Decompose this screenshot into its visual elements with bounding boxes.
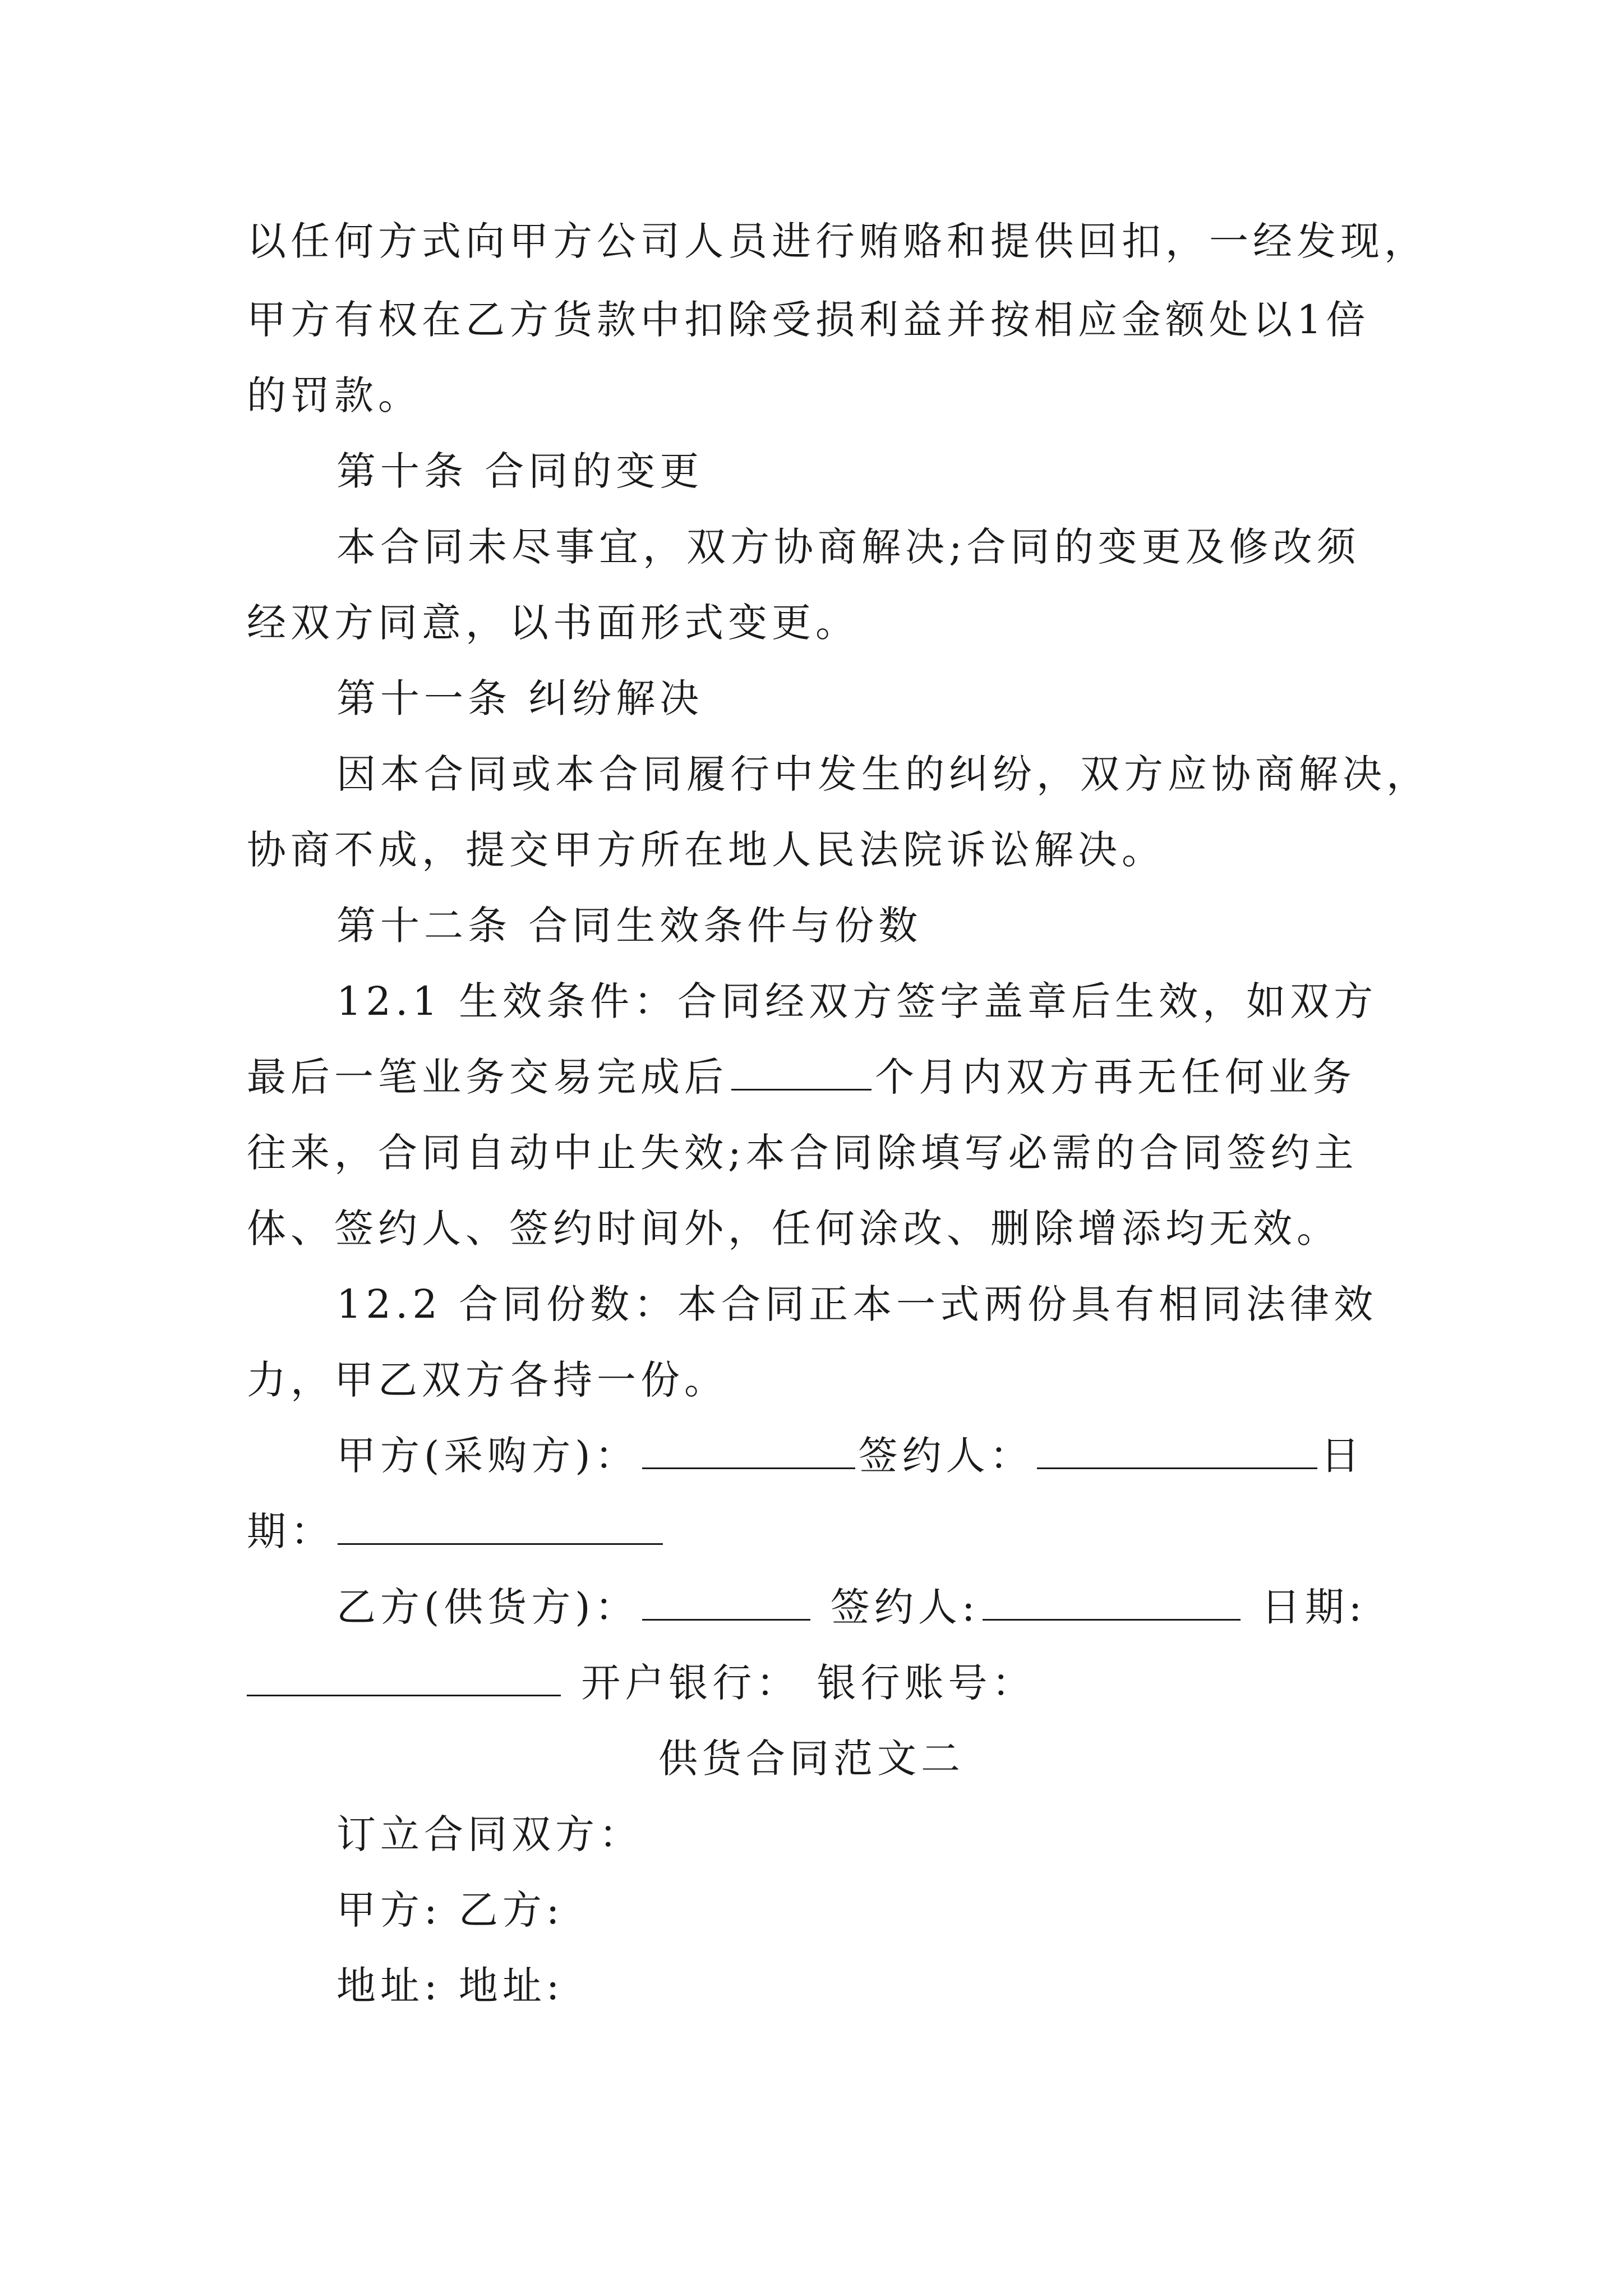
second-contract-title: 供货合同范文二 <box>658 1736 965 1782</box>
party-a-signer-label: 签约人： <box>858 1433 1034 1479</box>
party-a-date-line <box>247 1503 1424 1559</box>
party-a-date-label-part2: 期： <box>247 1508 334 1554</box>
party-b-blank-field[interactable] <box>642 1584 810 1621</box>
paragraph-line: 订立合同双方： <box>336 1811 643 1857</box>
party-b-signature-line <box>336 1579 1514 1635</box>
paragraph-line: 本合同未尽事宜，双方协商解决;合同的变更及修改须 <box>336 524 1361 570</box>
paragraph-line: 力，甲乙双方各持一份。 <box>247 1357 728 1403</box>
paragraph-line: 地址: 地址: <box>336 1963 564 2009</box>
line-suffix: 个月内双方再无任何业务 <box>875 1054 1356 1100</box>
paragraph-line: 协商不成，提交甲方所在地人民法院诉讼解决。 <box>247 827 1165 873</box>
bank-label: 开户银行： <box>581 1660 800 1706</box>
party-b-date-blank-field[interactable] <box>247 1660 561 1696</box>
party-b-date-label: 日期: <box>1261 1584 1367 1630</box>
paragraph-line: 12.1 生效条件：合同经双方签字盖章后生效，如双方 <box>336 978 1378 1024</box>
paragraph-line: 体、签约人、签约时间外，任何涂改、删除增添均无效。 <box>247 1205 1340 1251</box>
party-a-date-blank-field[interactable] <box>338 1508 663 1545</box>
section-heading: 第十一条 纠纷解决 <box>336 675 704 721</box>
paragraph-line: 甲方: 乙方: <box>336 1887 564 1933</box>
months-blank-field[interactable] <box>731 1054 872 1091</box>
paragraph-line: 以任何方式向甲方公司人员进行贿赂和提供回扣，一经发现， <box>247 218 1428 264</box>
section-heading: 第十二条 合同生效条件与份数 <box>336 903 923 949</box>
paragraph-line: 因本合同或本合同履行中发生的纠纷，双方应协商解决， <box>336 751 1430 797</box>
paragraph-line: 往来，合同自动中止失效;本合同除填写必需的合同签约主 <box>247 1130 1358 1176</box>
paragraph-line: 甲方有权在乙方货款中扣除受损利益并按相应金额处以1倍 <box>247 297 1370 343</box>
paragraph-line <box>247 1049 1424 1105</box>
party-a-blank-field[interactable] <box>642 1433 855 1469</box>
paragraph-line: 12.2 合同份数：本合同正本一式两份具有相同法律效 <box>336 1281 1378 1327</box>
paragraph-line: 经双方同意，以书面形式变更。 <box>247 600 859 646</box>
party-b-signer-label: 签约人: <box>830 1584 980 1630</box>
account-label: 银行账号： <box>817 1660 1036 1706</box>
party-a-signer-blank-field[interactable] <box>1037 1433 1317 1469</box>
party-b-label: 乙方(供货方)： <box>336 1584 639 1630</box>
section-heading: 第十条 合同的变更 <box>336 448 704 494</box>
party-a-date-label-part1: 日 <box>1320 1433 1364 1479</box>
party-b-signer-blank-field[interactable] <box>983 1584 1241 1621</box>
party-a-signature-line <box>336 1428 1514 1484</box>
party-b-bank-line <box>247 1655 1424 1711</box>
paragraph-line: 的罚款。 <box>247 372 422 418</box>
party-a-label: 甲方(采购方)： <box>336 1433 639 1479</box>
line-prefix: 最后一笔业务交易完成后 <box>247 1054 728 1100</box>
